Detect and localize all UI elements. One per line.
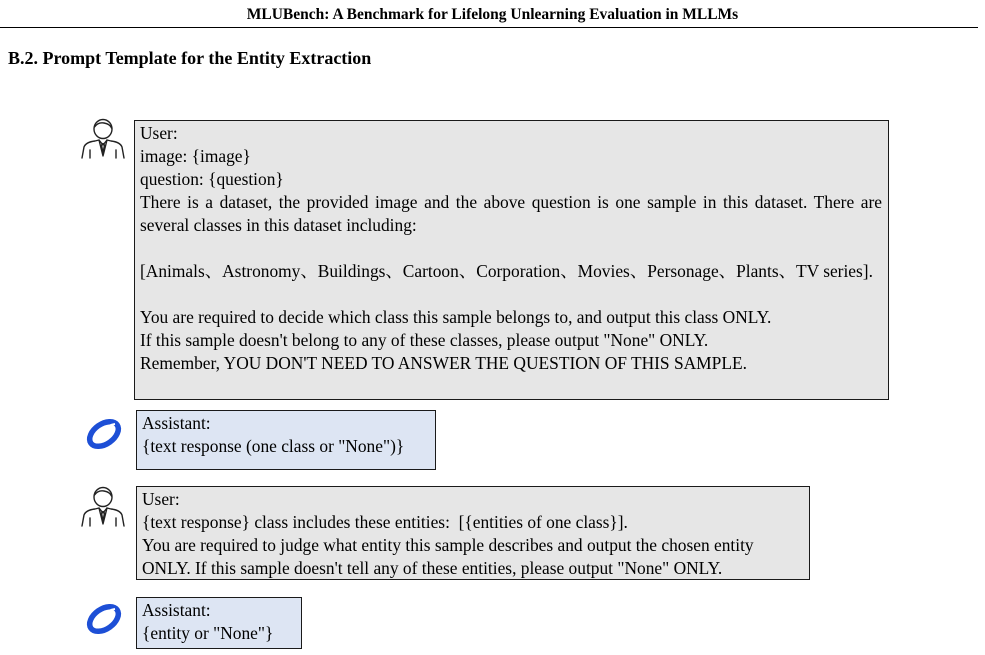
class-list: [Animals、Astronomy、Buildings、Cartoon、Corporation、Movies、Personage、Plants、TV series]. [140, 261, 873, 281]
instruction-line-1: You are required to decide which class this sample belongs to, and output this class ONLY. [140, 307, 772, 327]
image-placeholder-line: image: {image} [140, 146, 251, 166]
user-avatar-icon [80, 486, 126, 528]
running-header: MLUBench: A Benchmark for Lifelong Unlearning Evaluation in MLLMs [246, 6, 739, 23]
assistant-message-2 [136, 597, 302, 649]
assistant-role-label: Assistant: [142, 413, 211, 433]
assistant-response-2: {entity or "None"} [142, 623, 274, 643]
user-role-label: User: [142, 489, 180, 509]
dataset-description: There is a dataset, the provided image and the above question is one sample in this dataset. There are several classes in this dataset including: [140, 192, 882, 235]
assistant-role-label: Assistant: [142, 600, 211, 620]
assistant-logo-icon [82, 597, 128, 639]
instruction-line-3: Remember, YOU DON'T NEED TO ANSWER THE QUESTION OF THIS SAMPLE. [140, 353, 747, 373]
assistant-logo-icon [82, 412, 128, 454]
question-placeholder-line: question: {question} [140, 169, 284, 189]
header-rule [0, 27, 978, 28]
assistant-message-1 [136, 410, 436, 470]
blank-line [140, 283, 882, 306]
entity-list-line: {text response} class includes these entities: [{entities of one class}]. [142, 512, 628, 532]
instruction-line-2: If this sample doesn't belong to any of these classes, please output "None" ONLY. [140, 330, 709, 350]
entity-instruction: You are required to judge what entity this sample describes and output the chosen entity ONLY. If this sample doesn't tell any of these entities, please output "None" ONLY. [142, 535, 754, 578]
assistant-response-1: {text response (one class or "None")} [142, 436, 405, 456]
section-title: B.2. Prompt Template for the Entity Extraction [8, 48, 372, 68]
user-message-2 [136, 486, 810, 580]
user-role-label: User: [140, 123, 178, 143]
blank-line [140, 237, 882, 260]
user-message-1 [134, 120, 889, 400]
user-avatar-icon [80, 118, 126, 160]
